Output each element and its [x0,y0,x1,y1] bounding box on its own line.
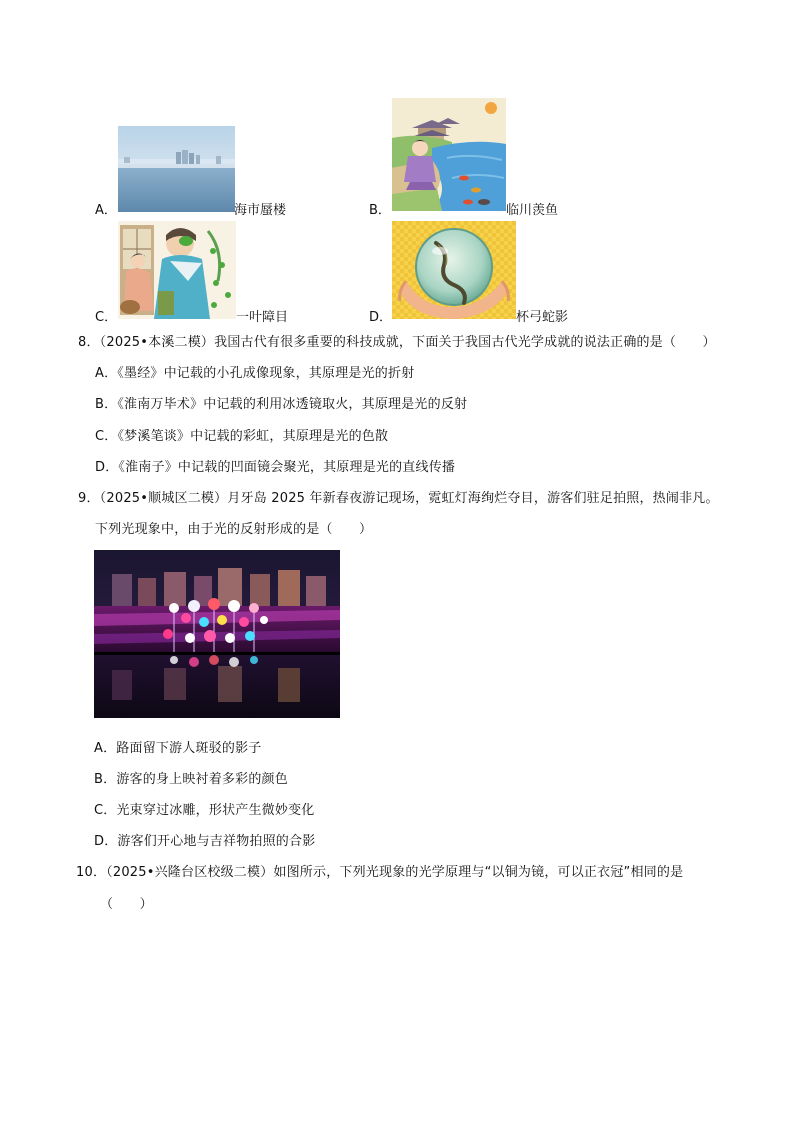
q7-option-d-caption: 杯弓蛇影 [516,310,569,325]
q7-option-c-letter: C． [95,310,118,325]
leaf-over-eye-illustration [118,221,236,319]
q8-stem: 8．（2025•本溪二模）我国古代有很多重要的科技成就，下面关于我国古代光学成就的说法正确的是（ ） [78,335,716,350]
cup-bow-snake-illustration [392,221,516,319]
boy-by-pond-illustration [392,98,506,211]
q9-option-a: A．路面留下游人斑驳的影子 [94,741,262,756]
mirage-photo [118,126,235,212]
q9-option-b: B．游客的身上映衬着多彩的颜色 [94,772,288,787]
q7-option-b-letter: B． [369,203,391,218]
q9-option-d: D．游客们开心地与吉祥物拍照的合影 [94,834,316,849]
q8-option-b: B．《淮南万毕术》中记载的利用冰透镜取火，其原理是光的反射 [95,397,468,412]
q9-stem-line1: 9．（2025•顺城区二模）月牙岛 2025 年新春夜游记现场，霓虹灯海绚烂夺目，游客们驻足拍照，热闹非凡。 [78,491,719,506]
q7-option-d-letter: D． [369,310,393,325]
q7-option-a-letter: A． [95,203,117,218]
q7-option-a-caption: 海市蜃楼 [234,203,287,218]
q7-option-b-caption: 临川羡鱼 [506,203,559,218]
q8-option-a: A．《墨经》中记载的小孔成像现象，其原理是光的折射 [95,366,415,381]
night-light-show-photo [94,550,340,718]
q10-stem-line2: （ ） [100,897,153,912]
q9-stem-line2: 下列光现象中，由于光的反射形成的是（ ） [95,522,373,537]
q8-option-c: C．《梦溪笔谈》中记载的彩虹，其原理是光的色散 [95,429,389,444]
q10-stem-line1: 10．（2025•兴隆台区校级二模）如图所示，下列光现象的光学原理与“以铜为镜，可以正衣冠”相同的是 [76,865,684,880]
q9-option-c: C．光束穿过冰雕，形状产生微妙变化 [94,803,315,818]
q8-option-d: D．《淮南子》中记载的凹面镜会聚光，其原理是光的直线传播 [95,460,456,475]
q7-option-c-caption: 一叶障目 [236,310,289,325]
